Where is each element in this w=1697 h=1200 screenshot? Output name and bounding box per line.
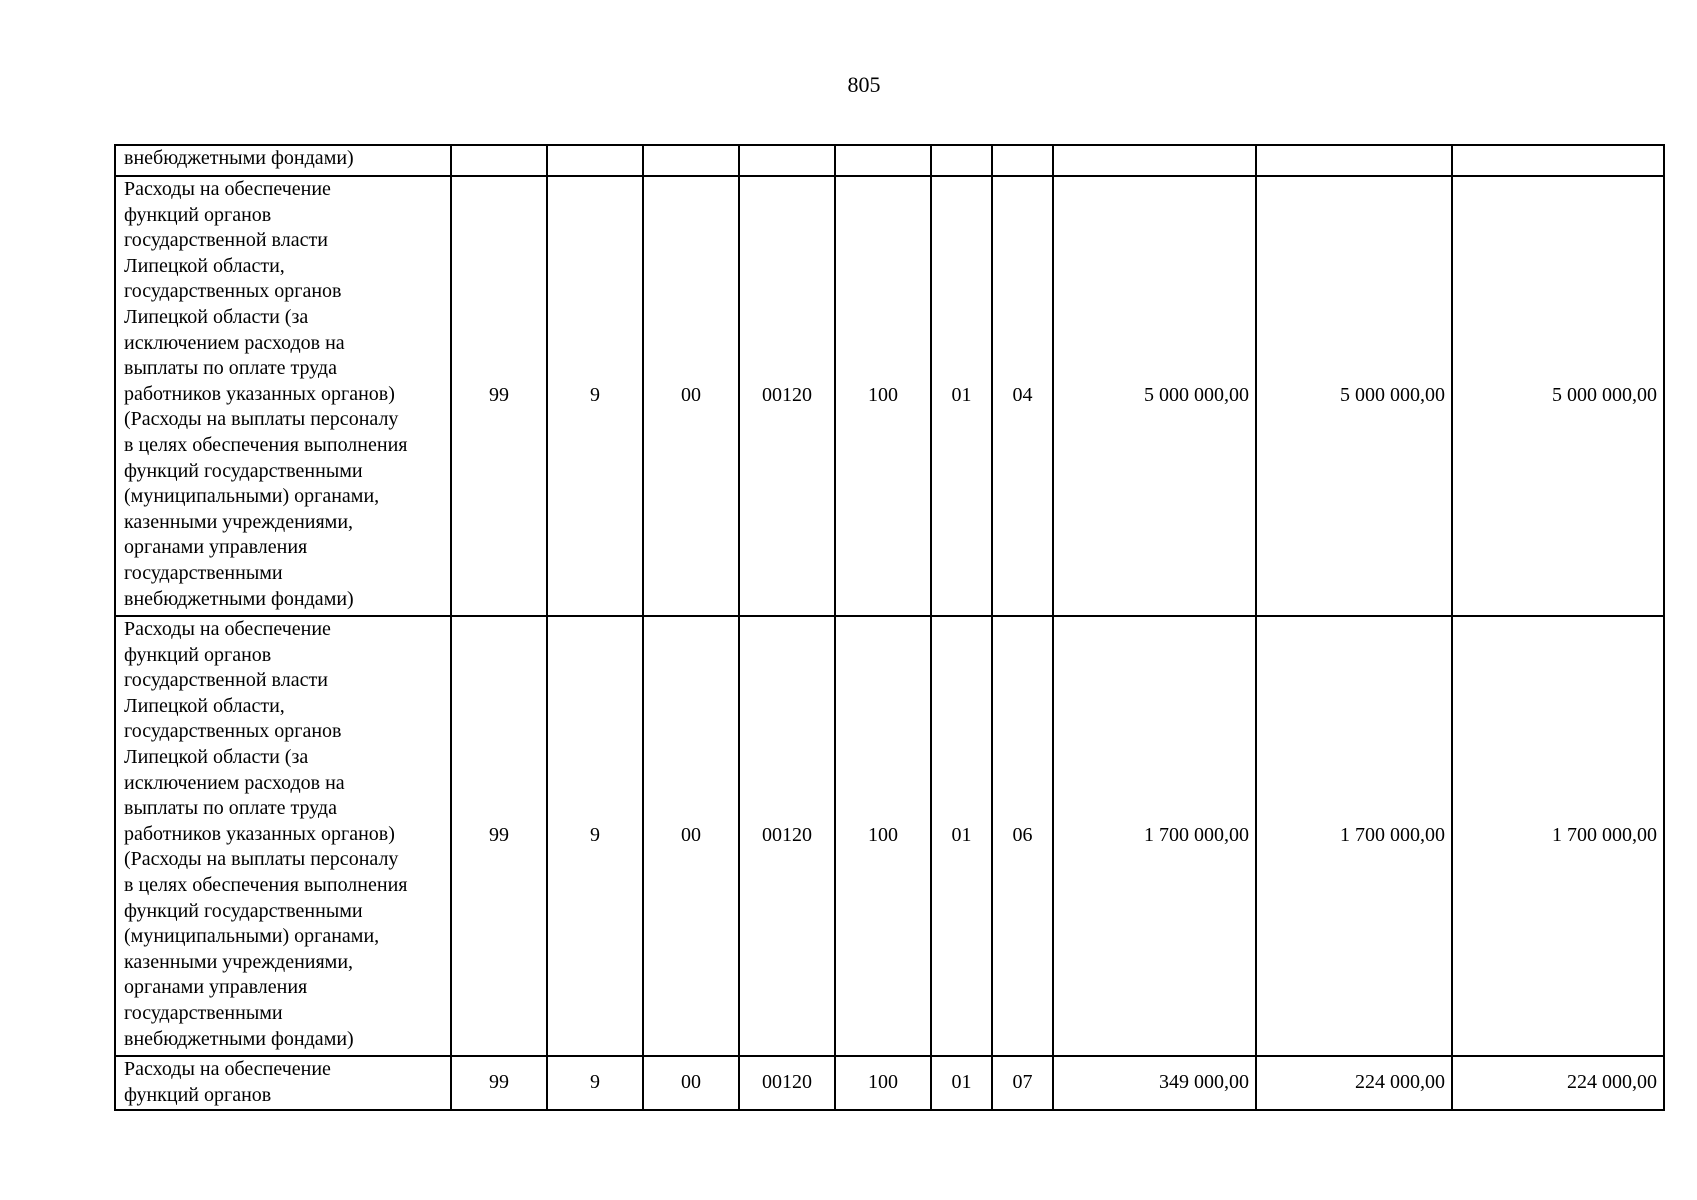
expense-direction-code-cell: 00120 bbox=[739, 616, 835, 1056]
amount-year3-cell: 5 000 000,00 bbox=[1452, 176, 1664, 616]
amount-year2-cell: 224 000,00 bbox=[1256, 1056, 1452, 1110]
expense-direction-code-cell bbox=[739, 145, 835, 176]
expense-type-code-cell bbox=[835, 145, 931, 176]
subsection-code-cell: 04 bbox=[992, 176, 1053, 616]
section-code-cell bbox=[931, 145, 992, 176]
row-description: Расходы на обеспечение функций органов bbox=[115, 1056, 451, 1110]
expense-direction-code-cell: 00120 bbox=[739, 1056, 835, 1110]
program-code-cell: 99 bbox=[451, 616, 547, 1056]
amount-year1-cell: 1 700 000,00 bbox=[1053, 616, 1256, 1056]
main-event-code-cell: 00 bbox=[643, 1056, 739, 1110]
program-code-cell bbox=[451, 145, 547, 176]
subsection-code-cell: 07 bbox=[992, 1056, 1053, 1110]
main-event-code-cell bbox=[643, 145, 739, 176]
amount-year1-cell bbox=[1053, 145, 1256, 176]
expense-type-code-cell: 100 bbox=[835, 616, 931, 1056]
amount-year3-cell: 224 000,00 bbox=[1452, 1056, 1664, 1110]
table-row bbox=[115, 176, 1664, 616]
expense-type-code-cell: 100 bbox=[835, 1056, 931, 1110]
row-description: Расходы на обеспечение функций органов государственной власти Липецкой области, государственных органов Липецкой области (за исключением расходов на выплаты по оплате труда работников указанных органов) (Расходы на выплаты персоналу в целях обеспечения выполнения функций государственными (муниципальными) органами, казенными учреждениями, органами управления государственными внебюджетными фондами) bbox=[115, 176, 451, 616]
subsection-code-cell: 06 bbox=[992, 616, 1053, 1056]
subprogram-code-cell: 9 bbox=[547, 176, 643, 616]
subprogram-code-cell: 9 bbox=[547, 616, 643, 1056]
subprogram-code-cell: 9 bbox=[547, 1056, 643, 1110]
table-row bbox=[115, 145, 1664, 176]
amount-year2-cell bbox=[1256, 145, 1452, 176]
subsection-code-cell bbox=[992, 145, 1053, 176]
subprogram-code-cell bbox=[547, 145, 643, 176]
program-code-cell: 99 bbox=[451, 176, 547, 616]
amount-year2-cell: 5 000 000,00 bbox=[1256, 176, 1452, 616]
amount-year1-cell: 5 000 000,00 bbox=[1053, 176, 1256, 616]
budget-table bbox=[114, 144, 1665, 1111]
program-code-cell: 99 bbox=[451, 1056, 547, 1110]
section-code-cell: 01 bbox=[931, 1056, 992, 1110]
page-number: 805 bbox=[847, 72, 881, 97]
table-row bbox=[115, 616, 1664, 1056]
amount-year3-cell: 1 700 000,00 bbox=[1452, 616, 1664, 1056]
table-row bbox=[115, 1056, 1664, 1110]
amount-year2-cell: 1 700 000,00 bbox=[1256, 616, 1452, 1056]
main-event-code-cell: 00 bbox=[643, 176, 739, 616]
main-event-code-cell: 00 bbox=[643, 616, 739, 1056]
row-description: Расходы на обеспечение функций органов государственной власти Липецкой области, государственных органов Липецкой области (за исключением расходов на выплаты по оплате труда работников указанных органов) (Расходы на выплаты персоналу в целях обеспечения выполнения функций государственными (муниципальными) органами, казенными учреждениями, органами управления государственными внебюджетными фондами) bbox=[115, 616, 451, 1056]
expense-type-code-cell: 100 bbox=[835, 176, 931, 616]
section-code-cell: 01 bbox=[931, 616, 992, 1056]
section-code-cell: 01 bbox=[931, 176, 992, 616]
expense-direction-code-cell: 00120 bbox=[739, 176, 835, 616]
row-description: внебюджетными фондами) bbox=[115, 145, 451, 176]
amount-year1-cell: 349 000,00 bbox=[1053, 1056, 1256, 1110]
amount-year3-cell bbox=[1452, 145, 1664, 176]
